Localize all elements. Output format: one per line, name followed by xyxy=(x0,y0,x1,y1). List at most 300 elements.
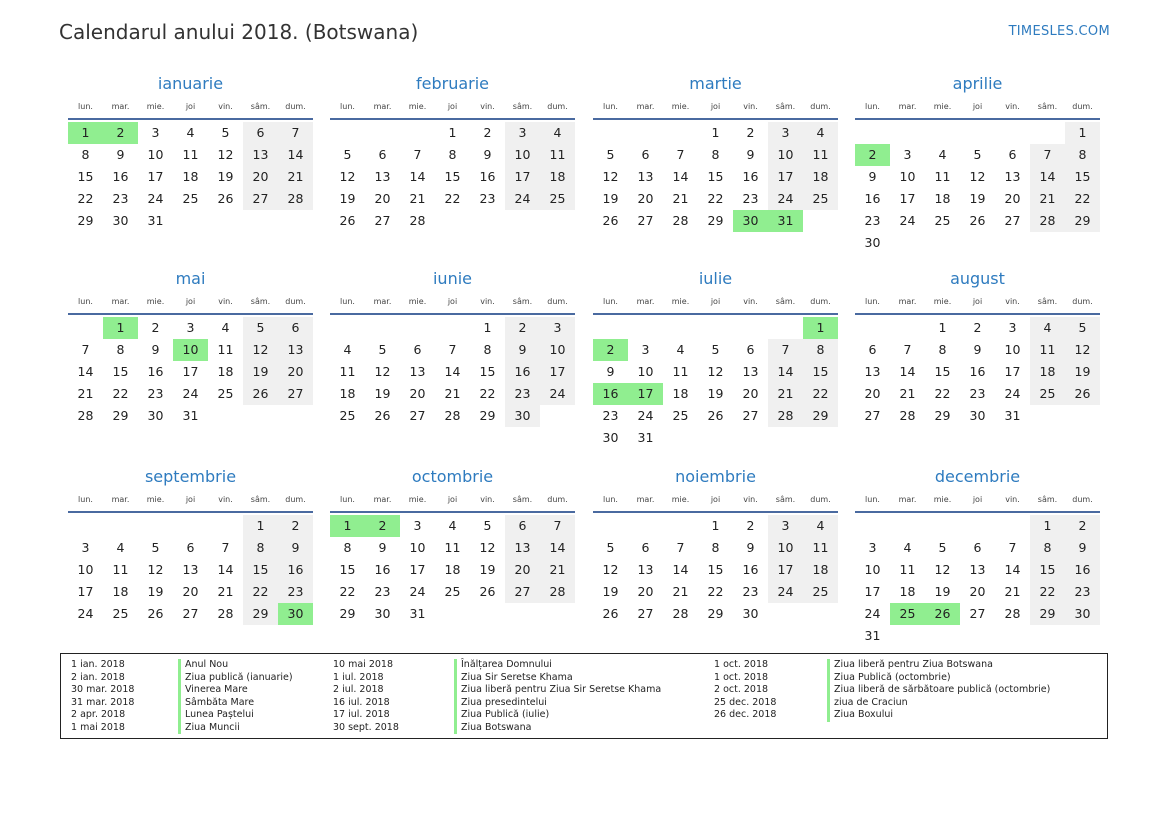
weekday-label: joi xyxy=(710,297,721,306)
day-cell: 6 xyxy=(243,122,278,144)
weekday-label: lun. xyxy=(865,495,880,504)
day-cell: 17 xyxy=(899,191,916,206)
weekday-label: vin. xyxy=(480,297,495,306)
weekday-label: joi xyxy=(185,102,196,111)
day-cell: 22 xyxy=(803,383,838,405)
day-cell: 27 xyxy=(1004,213,1021,228)
day-cell: 13 xyxy=(637,169,654,184)
holiday-day-cell: 2 xyxy=(103,122,138,144)
day-cell: 12 xyxy=(934,562,951,577)
day-cell: 13 xyxy=(278,339,313,361)
legend-date: 30 mar. 2018 xyxy=(71,684,135,695)
weekday-label: sâm. xyxy=(250,102,271,111)
empty-cell xyxy=(768,317,803,339)
day-cell: 5 xyxy=(606,147,615,162)
empty-cell xyxy=(733,317,768,339)
day-cell: 5 xyxy=(483,518,492,533)
day-cell: 6 xyxy=(413,342,422,357)
day-cell: 22 xyxy=(77,191,94,206)
holiday-day-cell: 31 xyxy=(768,210,803,232)
day-cell: 27 xyxy=(864,408,881,423)
days-grid xyxy=(68,122,313,232)
day-cell: 13 xyxy=(637,562,654,577)
day-cell: 19 xyxy=(1065,361,1100,383)
holiday-legend xyxy=(60,653,1108,739)
day-cell: 15 xyxy=(339,562,356,577)
day-cell: 11 xyxy=(540,144,575,166)
legend-date: 1 ian. 2018 xyxy=(71,659,125,670)
day-cell: 20 xyxy=(182,584,199,599)
day-cell: 15 xyxy=(479,364,496,379)
day-cell: 2 xyxy=(746,125,755,140)
day-cell: 24 xyxy=(1004,386,1021,401)
day-cell: 12 xyxy=(602,562,619,577)
header-rule xyxy=(593,118,838,120)
header-rule xyxy=(855,313,1100,315)
day-cell: 21 xyxy=(899,386,916,401)
month-aprilie xyxy=(855,72,1100,254)
day-cell: 4 xyxy=(803,515,838,537)
weekday-label: joi xyxy=(710,102,721,111)
weekday-header xyxy=(68,494,313,510)
day-cell: 13 xyxy=(182,562,199,577)
weekday-label: mie. xyxy=(146,297,165,306)
day-cell: 1 xyxy=(711,125,720,140)
day-cell: 19 xyxy=(339,191,356,206)
day-cell: 12 xyxy=(1065,339,1100,361)
day-cell: 21 xyxy=(768,383,803,405)
empty-cell xyxy=(400,122,435,144)
day-cell: 8 xyxy=(483,342,492,357)
day-cell: 8 xyxy=(448,147,457,162)
empty-cell xyxy=(855,515,890,537)
weekday-label: joi xyxy=(447,495,458,504)
weekday-header xyxy=(68,101,313,117)
day-cell: 20 xyxy=(637,584,654,599)
month-august xyxy=(855,267,1100,427)
weekday-label: dum. xyxy=(285,102,306,111)
day-cell: 12 xyxy=(147,562,164,577)
legend-holiday-name: Sâmbăta Mare xyxy=(178,697,328,710)
day-cell: 28 xyxy=(77,408,94,423)
day-cell: 27 xyxy=(374,213,391,228)
day-cell: 6 xyxy=(746,342,755,357)
day-cell: 3 xyxy=(540,317,575,339)
day-cell: 13 xyxy=(243,144,278,166)
empty-cell xyxy=(663,122,698,144)
weekday-label: joi xyxy=(972,495,983,504)
day-cell: 6 xyxy=(641,540,650,555)
day-cell: 18 xyxy=(444,562,461,577)
legend-date: 1 mai 2018 xyxy=(71,721,125,733)
day-cell: 27 xyxy=(278,383,313,405)
holiday-day-cell: 10 xyxy=(173,339,208,361)
day-cell: 10 xyxy=(505,144,540,166)
day-cell: 8 xyxy=(803,339,838,361)
day-cell: 29 xyxy=(1065,210,1100,232)
day-cell: 27 xyxy=(409,408,426,423)
day-cell: 26 xyxy=(1065,383,1100,405)
day-cell: 26 xyxy=(969,213,986,228)
day-cell: 6 xyxy=(278,317,313,339)
days-grid xyxy=(330,317,575,427)
weekday-label: dum. xyxy=(1072,297,1093,306)
day-cell: 7 xyxy=(676,540,685,555)
day-cell: 30 xyxy=(1065,603,1100,625)
month-noiembrie xyxy=(593,465,838,625)
day-cell: 17 xyxy=(768,166,803,188)
day-cell: 9 xyxy=(606,364,615,379)
day-cell: 24 xyxy=(182,386,199,401)
weekday-label: mie. xyxy=(146,495,165,504)
day-cell: 7 xyxy=(448,342,457,357)
day-cell: 22 xyxy=(479,386,496,401)
day-cell: 7 xyxy=(221,540,230,555)
day-cell: 25 xyxy=(803,581,838,603)
day-cell: 9 xyxy=(278,537,313,559)
holiday-day-cell: 2 xyxy=(593,339,628,361)
day-cell: 31 xyxy=(147,213,164,228)
month-martie xyxy=(593,72,838,232)
month-name: februarie xyxy=(415,74,490,93)
month-octombrie xyxy=(330,465,575,625)
weekday-label: sâm. xyxy=(1037,495,1058,504)
day-cell: 16 xyxy=(479,169,496,184)
day-cell: 25 xyxy=(112,606,129,621)
weekday-label: lun. xyxy=(340,495,355,504)
day-cell: 10 xyxy=(637,364,654,379)
day-cell: 17 xyxy=(505,166,540,188)
weekday-label: mie. xyxy=(146,102,165,111)
days-grid xyxy=(593,122,838,232)
day-cell: 28 xyxy=(444,408,461,423)
legend-holiday-name: Înălțarea Domnului xyxy=(454,659,709,672)
day-cell: 4 xyxy=(903,540,912,555)
day-cell: 16 xyxy=(147,364,164,379)
day-cell: 30 xyxy=(864,235,881,250)
day-cell: 26 xyxy=(339,213,356,228)
header-rule xyxy=(855,118,1100,120)
empty-cell xyxy=(103,515,138,537)
empty-cell xyxy=(593,515,628,537)
legend-holiday-name: ziua de Craciun xyxy=(827,697,1102,710)
day-cell: 4 xyxy=(448,518,457,533)
day-cell: 24 xyxy=(768,581,803,603)
weekday-label: joi xyxy=(972,102,983,111)
weekday-label: vin. xyxy=(218,495,233,504)
weekday-label: mar. xyxy=(898,102,917,111)
day-cell: 7 xyxy=(768,339,803,361)
day-cell: 23 xyxy=(602,408,619,423)
day-cell: 3 xyxy=(768,515,803,537)
day-cell: 24 xyxy=(899,213,916,228)
day-cell: 31 xyxy=(1004,408,1021,423)
day-cell: 3 xyxy=(768,122,803,144)
day-cell: 9 xyxy=(116,147,125,162)
header-rule xyxy=(330,313,575,315)
brand-link[interactable]: TIMESLES.COM xyxy=(1008,24,1110,39)
day-cell: 14 xyxy=(444,364,461,379)
day-cell: 23 xyxy=(969,386,986,401)
day-cell: 26 xyxy=(147,606,164,621)
day-cell: 1 xyxy=(448,125,457,140)
empty-cell xyxy=(925,122,960,144)
days-grid xyxy=(593,515,838,625)
legend-holiday-name: Ziua Botswana xyxy=(454,722,709,735)
day-cell: 4 xyxy=(540,122,575,144)
day-cell: 31 xyxy=(864,628,881,643)
day-cell: 17 xyxy=(768,559,803,581)
empty-cell xyxy=(68,317,103,339)
day-cell: 20 xyxy=(637,191,654,206)
legend-date: 2 apr. 2018 xyxy=(71,709,126,720)
day-cell: 24 xyxy=(409,584,426,599)
weekday-label: vin. xyxy=(743,297,758,306)
header-rule xyxy=(68,313,313,315)
day-cell: 23 xyxy=(147,386,164,401)
empty-cell xyxy=(663,317,698,339)
day-cell: 13 xyxy=(1004,169,1021,184)
weekday-label: sâm. xyxy=(250,297,271,306)
empty-cell xyxy=(890,122,925,144)
day-cell: 8 xyxy=(1030,537,1065,559)
empty-cell xyxy=(855,317,890,339)
empty-cell xyxy=(1030,122,1065,144)
day-cell: 2 xyxy=(278,515,313,537)
day-cell: 4 xyxy=(803,122,838,144)
legend-date: 30 sept. 2018 xyxy=(333,721,399,733)
day-cell: 11 xyxy=(803,144,838,166)
legend-holiday-name: Ziua publică (ianuarie) xyxy=(178,672,328,685)
legend-names-col-2 xyxy=(454,659,709,734)
day-cell: 15 xyxy=(707,562,724,577)
weekday-label: dum. xyxy=(285,297,306,306)
holiday-day-cell: 1 xyxy=(103,317,138,339)
month-decembrie xyxy=(855,465,1100,647)
month-name: decembrie xyxy=(934,467,1021,486)
day-cell: 27 xyxy=(742,408,759,423)
legend-date: 2 iul. 2018 xyxy=(333,684,384,695)
weekday-header xyxy=(855,494,1100,510)
day-cell: 16 xyxy=(1065,559,1100,581)
day-cell: 29 xyxy=(803,405,838,427)
day-cell: 6 xyxy=(973,540,982,555)
day-cell: 5 xyxy=(343,147,352,162)
day-cell: 24 xyxy=(540,383,575,405)
day-cell: 24 xyxy=(637,408,654,423)
day-cell: 28 xyxy=(540,581,575,603)
empty-cell xyxy=(890,515,925,537)
day-cell: 20 xyxy=(243,166,278,188)
legend-holiday-name: Ziua Sir Seretse Khama xyxy=(454,672,709,685)
weekday-label: vin. xyxy=(480,495,495,504)
day-cell: 5 xyxy=(973,147,982,162)
day-cell: 22 xyxy=(707,191,724,206)
day-cell: 10 xyxy=(1004,342,1021,357)
day-cell: 27 xyxy=(969,606,986,621)
weekday-label: sâm. xyxy=(775,495,796,504)
day-cell: 5 xyxy=(606,540,615,555)
weekday-header xyxy=(855,296,1100,312)
empty-cell xyxy=(68,515,103,537)
holiday-day-cell: 30 xyxy=(278,603,313,625)
legend-date: 1 oct. 2018 xyxy=(714,659,769,670)
month-ianuarie xyxy=(68,72,313,232)
empty-cell xyxy=(663,515,698,537)
day-cell: 26 xyxy=(217,191,234,206)
days-grid xyxy=(330,515,575,625)
day-cell: 2 xyxy=(973,320,982,335)
day-cell: 16 xyxy=(505,361,540,383)
day-cell: 4 xyxy=(116,540,125,555)
day-cell: 9 xyxy=(746,147,755,162)
day-cell: 15 xyxy=(803,361,838,383)
day-cell: 14 xyxy=(672,562,689,577)
legend-date: 31 mar. 2018 xyxy=(71,696,135,708)
empty-cell xyxy=(365,317,400,339)
day-cell: 19 xyxy=(934,584,951,599)
day-cell: 12 xyxy=(217,147,234,162)
day-cell: 5 xyxy=(938,540,947,555)
day-cell: 9 xyxy=(151,342,160,357)
day-cell: 16 xyxy=(374,562,391,577)
header-rule xyxy=(330,511,575,513)
day-cell: 6 xyxy=(378,147,387,162)
day-cell: 30 xyxy=(505,405,540,427)
empty-cell xyxy=(960,122,995,144)
legend-date: 26 dec. 2018 xyxy=(714,709,777,720)
day-cell: 1 xyxy=(243,515,278,537)
weekday-label: joi xyxy=(447,102,458,111)
days-grid xyxy=(68,515,313,625)
weekday-label: sâm. xyxy=(1037,297,1058,306)
day-cell: 25 xyxy=(339,408,356,423)
legend-date: 2 ian. 2018 xyxy=(71,671,125,683)
day-cell: 11 xyxy=(899,562,916,577)
day-cell: 3 xyxy=(151,125,160,140)
day-cell: 15 xyxy=(77,169,94,184)
weekday-label: sâm. xyxy=(775,102,796,111)
weekday-label: joi xyxy=(447,297,458,306)
day-cell: 16 xyxy=(742,169,759,184)
day-cell: 9 xyxy=(746,540,755,555)
day-cell: 14 xyxy=(672,169,689,184)
day-cell: 13 xyxy=(409,364,426,379)
weekday-label: mar. xyxy=(111,102,130,111)
day-cell: 21 xyxy=(672,191,689,206)
day-cell: 27 xyxy=(637,606,654,621)
day-cell: 18 xyxy=(112,584,129,599)
day-cell: 26 xyxy=(602,213,619,228)
header-rule xyxy=(593,511,838,513)
days-grid xyxy=(593,317,838,449)
day-cell: 13 xyxy=(505,537,540,559)
day-cell: 9 xyxy=(483,147,492,162)
day-cell: 22 xyxy=(707,584,724,599)
day-cell: 6 xyxy=(868,342,877,357)
empty-cell xyxy=(330,317,365,339)
day-cell: 17 xyxy=(147,169,164,184)
day-cell: 6 xyxy=(1008,147,1017,162)
weekday-label: dum. xyxy=(547,102,568,111)
weekday-label: lun. xyxy=(78,102,93,111)
day-cell: 19 xyxy=(602,584,619,599)
day-cell: 27 xyxy=(637,213,654,228)
weekday-label: lun. xyxy=(603,102,618,111)
day-cell: 24 xyxy=(77,606,94,621)
day-cell: 10 xyxy=(899,169,916,184)
day-cell: 29 xyxy=(77,213,94,228)
weekday-header xyxy=(330,494,575,510)
day-cell: 16 xyxy=(864,191,881,206)
legend-date: 2 oct. 2018 xyxy=(714,684,769,695)
day-cell: 20 xyxy=(864,386,881,401)
day-cell: 25 xyxy=(803,188,838,210)
day-cell: 5 xyxy=(1065,317,1100,339)
weekday-header xyxy=(330,101,575,117)
day-cell: 14 xyxy=(768,361,803,383)
day-cell: 8 xyxy=(711,147,720,162)
day-cell: 1 xyxy=(711,518,720,533)
weekday-header xyxy=(593,494,838,510)
day-cell: 19 xyxy=(147,584,164,599)
legend-names-col-3 xyxy=(827,659,1102,722)
day-cell: 18 xyxy=(803,166,838,188)
day-cell: 29 xyxy=(112,408,129,423)
weekday-label: mie. xyxy=(671,102,690,111)
day-cell: 15 xyxy=(1065,166,1100,188)
day-cell: 17 xyxy=(540,361,575,383)
day-cell: 17 xyxy=(77,584,94,599)
day-cell: 14 xyxy=(540,537,575,559)
empty-cell xyxy=(593,317,628,339)
day-cell: 30 xyxy=(147,408,164,423)
day-cell: 21 xyxy=(672,584,689,599)
legend-names-col-1 xyxy=(178,659,328,734)
day-cell: 2 xyxy=(505,317,540,339)
day-cell: 14 xyxy=(899,364,916,379)
days-grid xyxy=(855,515,1100,647)
legend-holiday-name: Ziua Muncii xyxy=(178,722,328,735)
month-mai xyxy=(68,267,313,427)
weekday-label: lun. xyxy=(865,297,880,306)
weekday-label: mar. xyxy=(373,297,392,306)
day-cell: 20 xyxy=(505,559,540,581)
legend-holiday-name: Ziua Boxului xyxy=(827,709,1102,722)
empty-cell xyxy=(995,515,1030,537)
empty-cell xyxy=(995,122,1030,144)
day-cell: 27 xyxy=(243,188,278,210)
day-cell: 9 xyxy=(378,540,387,555)
day-cell: 18 xyxy=(934,191,951,206)
empty-cell xyxy=(855,122,890,144)
day-cell: 8 xyxy=(81,147,90,162)
weekday-label: sâm. xyxy=(775,297,796,306)
day-cell: 29 xyxy=(243,603,278,625)
weekday-label: lun. xyxy=(78,495,93,504)
day-cell: 19 xyxy=(969,191,986,206)
day-cell: 11 xyxy=(182,147,199,162)
day-cell: 25 xyxy=(217,386,234,401)
day-cell: 30 xyxy=(969,408,986,423)
day-cell: 23 xyxy=(278,581,313,603)
day-cell: 28 xyxy=(1030,210,1065,232)
day-cell: 23 xyxy=(1065,581,1100,603)
day-cell: 12 xyxy=(374,364,391,379)
legend-holiday-name: Ziua liberă de sărbătoare publică (octombrie) xyxy=(827,684,1102,697)
day-cell: 10 xyxy=(77,562,94,577)
day-cell: 23 xyxy=(742,584,759,599)
